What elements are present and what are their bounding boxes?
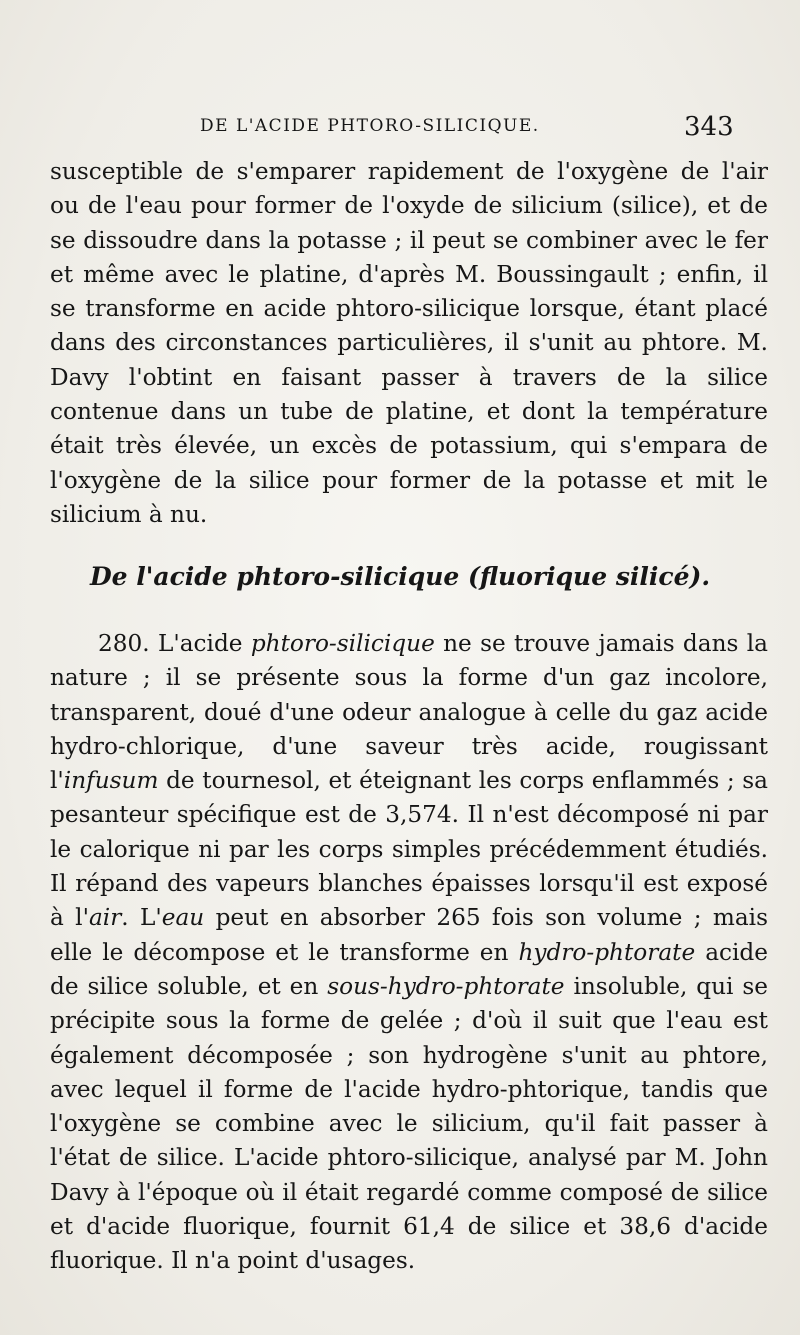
italic-term: hydro-phtorate bbox=[518, 938, 696, 966]
italic-term: infusum bbox=[63, 767, 159, 795]
running-title: DE L'ACIDE PHTORO-SILICIQUE. bbox=[200, 116, 540, 136]
running-head bbox=[0, 112, 800, 146]
text-run: acide de silice soluble, et en bbox=[50, 938, 768, 1000]
section-title: De l'acide phtoro-silicique (fluorique silicé). bbox=[89, 562, 711, 591]
paragraph-continuation: susceptible de s'emparer rapidement de l'oxygène de l'air ou de l'eau pour former de l'oxyde de silicium (silice), et de se dissoudre dans la potasse ; il peut se combiner avec le fer et même avec le platine, d'après M. Boussingault ; enfin, il se transforme en acide phtoro-silicique lorsque, étant placé dans des circonstances particulières, il s'unit au phtore. M. Davy l'obtint en faisant passer à travers de la silice contenue dans un tube de platine, et dont la température était très élevée, un excès de potassium, qui s'empara de l'oxygène de la silice pour former de la potasse et mit le silicium à nu. bbox=[50, 158, 768, 528]
italic-term: air bbox=[88, 904, 122, 932]
page-number: 343 bbox=[684, 112, 734, 142]
text-run: insoluble, qui se précipite sous la forme de gelée ; d'où il suit que l'eau est également décomposée ; son hydrogène s'unit au phtore, avec lequel il forme de l'acide hydro-phtorique, tandis que l'oxygène se combine avec le silicium, qu'il fait passer à l'état de silice. L'acide phtoro-silicique, analysé par M. John Davy à l'époque où il était regardé comme composé de silice et d'acide fluorique, fournit 61,4 de silice et 38,6 d'acide fluorique. Il n'a point d'usages. bbox=[50, 972, 768, 1275]
text-run: peut en absorber 265 fois son volume ; mais elle le décompose et le transforme en bbox=[50, 904, 768, 966]
text-run: 280. L'acide bbox=[98, 630, 251, 657]
text-run: de tournesol, et éteignant les corps enflammés ; sa pesanteur spécifique est de 3,574. Il n'est décomposé ni par le calorique ni par les corps simples précédemment étudiés. Il répand des vapeurs blanches épaisses lorsqu'il est exposé à l' bbox=[50, 767, 768, 932]
italic-term: sous-hydro-phtorate bbox=[327, 972, 565, 1000]
italic-term: phtoro-silicique bbox=[250, 630, 435, 657]
paragraph-280 bbox=[50, 627, 768, 1279]
text-run: ne se trouve jamais dans la nature ; il se présente sous la forme d'un gaz incolore, transparent, doué d'une odeur analogue à celle du gaz acide hydro-chlorique, d'une saveur très acide, rougissant l' bbox=[50, 630, 768, 795]
text-run: . L' bbox=[121, 904, 162, 932]
italic-term: eau bbox=[161, 904, 205, 932]
